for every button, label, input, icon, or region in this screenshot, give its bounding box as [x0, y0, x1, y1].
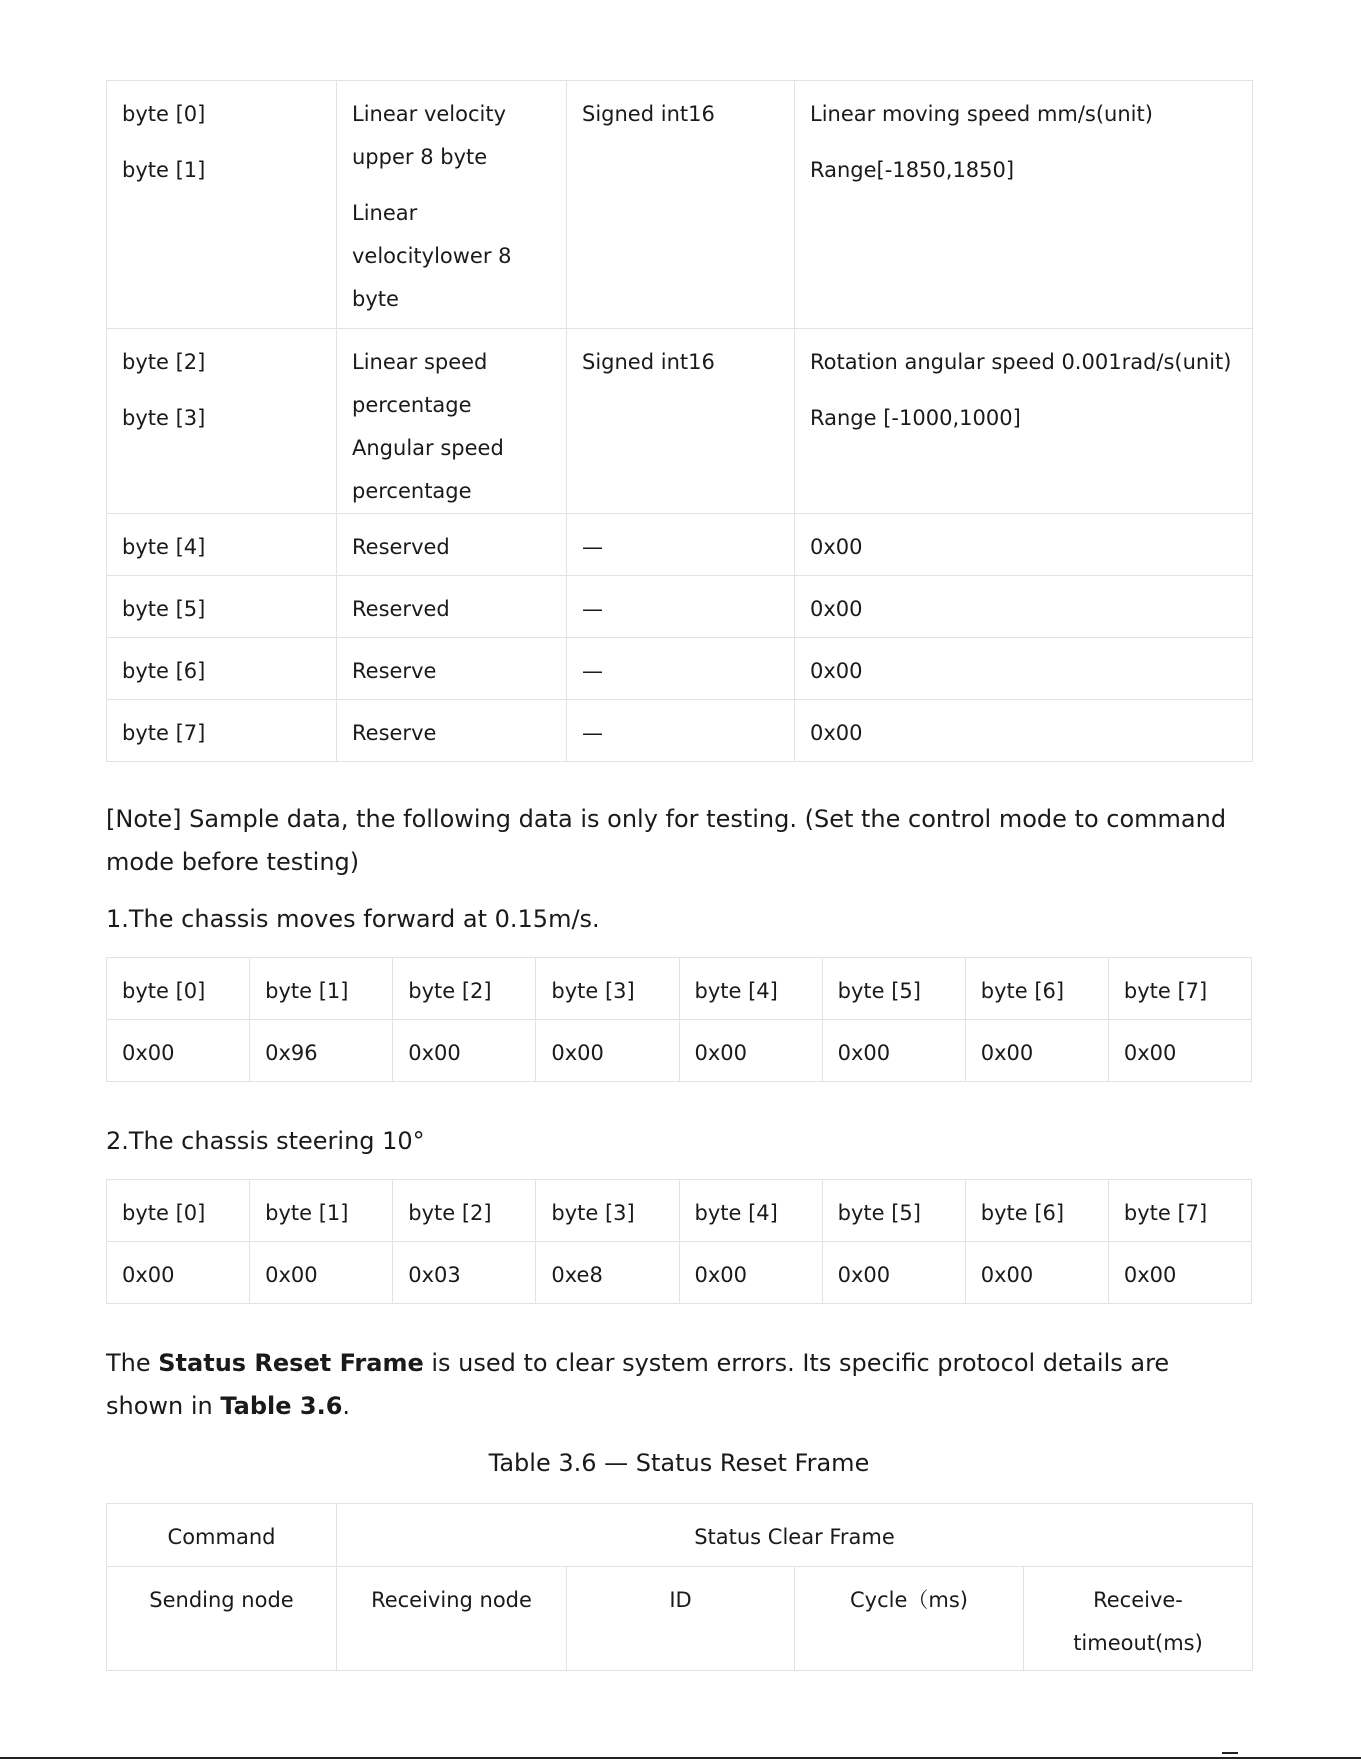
header-cell: byte [0]: [107, 1180, 250, 1242]
header-cell: byte [6]: [965, 958, 1108, 1020]
type-cell: —: [567, 638, 795, 700]
header-cell: byte [5]: [822, 958, 965, 1020]
meaning-cell: Linear velocity upper 8 byte Linear velocitylower 8 byte: [337, 81, 567, 329]
value-cell: 0x00: [250, 1242, 393, 1304]
table-row: [107, 638, 1253, 700]
page-corner-mark: [1222, 1752, 1238, 1754]
value-cell: 0x00: [822, 1242, 965, 1304]
value-cell: 0x00: [107, 1242, 250, 1304]
header-cell: byte [3]: [536, 1180, 679, 1242]
header-cell: byte [2]: [393, 958, 536, 1020]
sample1-title: 1.The chassis moves forward at 0.15m/s.: [106, 905, 600, 933]
remark-cell: 0x00: [795, 638, 1253, 700]
header-cell: byte [3]: [536, 958, 679, 1020]
receiving-node-header: Receiving node: [337, 1567, 567, 1671]
meaning-cell: Reserve: [337, 638, 567, 700]
value-cell: 0x00: [965, 1020, 1108, 1082]
remark-cell: 0x00: [795, 576, 1253, 638]
header-cell: byte [6]: [965, 1180, 1108, 1242]
value-cell: 0x96: [250, 1020, 393, 1082]
remark-cell: 0x00: [795, 700, 1253, 762]
value-cell: 0x00: [393, 1020, 536, 1082]
table-row: [107, 700, 1253, 762]
table-row: [107, 1020, 1252, 1082]
value-cell: 0x00: [822, 1020, 965, 1082]
sending-node-header: Sending node: [107, 1567, 337, 1671]
type-cell: Signed int16: [567, 81, 795, 329]
remark-cell: 0x00: [795, 514, 1253, 576]
table-header-row: [107, 958, 1252, 1020]
type-cell: —: [567, 514, 795, 576]
id-header: ID: [567, 1567, 795, 1671]
meaning-cell: Reserved: [337, 576, 567, 638]
value-cell: 0x00: [536, 1020, 679, 1082]
byte-cell: byte [5]: [107, 576, 337, 638]
byte-cell: byte [2] byte [3]: [107, 329, 337, 514]
table-row: [107, 514, 1253, 576]
table-row: [107, 329, 1253, 514]
value-cell: 0x00: [679, 1242, 822, 1304]
header-cell: byte [2]: [393, 1180, 536, 1242]
note-paragraph: [Note] Sample data, the following data is only for testing. (Set the control mode to command mode before testing): [106, 805, 1227, 876]
table-row: [107, 576, 1253, 638]
frame-name-header: Status Clear Frame: [337, 1504, 1253, 1567]
page-bottom-rule: [0, 1757, 1361, 1759]
header-cell: byte [7]: [1108, 1180, 1251, 1242]
table-header-row: [107, 1180, 1252, 1242]
byte-cell: byte [7]: [107, 700, 337, 762]
header-cell: byte [4]: [679, 958, 822, 1020]
type-cell: —: [567, 576, 795, 638]
value-cell: 0x00: [1108, 1020, 1251, 1082]
status-reset-frame-term: Status Reset Frame: [158, 1349, 424, 1377]
sample2-title: 2.The chassis steering 10°: [106, 1127, 425, 1155]
meaning-cell: Reserved: [337, 514, 567, 576]
table-row: [107, 1242, 1252, 1304]
type-cell: —: [567, 700, 795, 762]
table-row: [107, 81, 1253, 329]
sample2-table: [106, 1179, 1252, 1304]
receive-timeout-header: Receive-timeout(ms): [1024, 1567, 1253, 1671]
value-cell: 0x03: [393, 1242, 536, 1304]
value-cell: 0x00: [965, 1242, 1108, 1304]
meaning-cell: Linear speed percentage Angular speed percentage: [337, 329, 567, 514]
value-cell: 0x00: [107, 1020, 250, 1082]
header-cell: byte [7]: [1108, 958, 1251, 1020]
table-reference: Table 3.6: [220, 1392, 343, 1420]
table-header-row: [107, 1504, 1253, 1567]
speed-command-table: [106, 80, 1253, 762]
document-page: [106, 80, 1252, 1671]
type-cell: Signed int16: [567, 329, 795, 514]
sample1-table: [106, 957, 1252, 1082]
header-cell: byte [5]: [822, 1180, 965, 1242]
remark-cell: Rotation angular speed 0.001rad/s(unit) Range [-1000,1000]: [795, 329, 1253, 514]
value-cell: 0x00: [1108, 1242, 1251, 1304]
header-cell: byte [1]: [250, 1180, 393, 1242]
byte-cell: byte [0] byte [1]: [107, 81, 337, 329]
table-caption: Table 3.6 — Status Reset Frame: [488, 1449, 870, 1477]
value-cell: 0xe8: [536, 1242, 679, 1304]
command-header: Command: [107, 1504, 337, 1567]
table-header-row: [107, 1567, 1253, 1671]
value-cell: 0x00: [679, 1020, 822, 1082]
status-reset-description: The Status Reset Frame is used to clear system errors. Its specific protocol details are shown in Table 3.6.: [106, 1349, 1170, 1420]
byte-cell: byte [4]: [107, 514, 337, 576]
byte-cell: byte [6]: [107, 638, 337, 700]
meaning-cell: Reserve: [337, 700, 567, 762]
header-cell: byte [4]: [679, 1180, 822, 1242]
header-cell: byte [1]: [250, 958, 393, 1020]
header-cell: byte [0]: [107, 958, 250, 1020]
remark-cell: Linear moving speed mm/s(unit) Range[-1850,1850]: [795, 81, 1253, 329]
status-reset-table: [106, 1503, 1253, 1671]
cycle-header: Cycle（ms): [795, 1567, 1024, 1671]
